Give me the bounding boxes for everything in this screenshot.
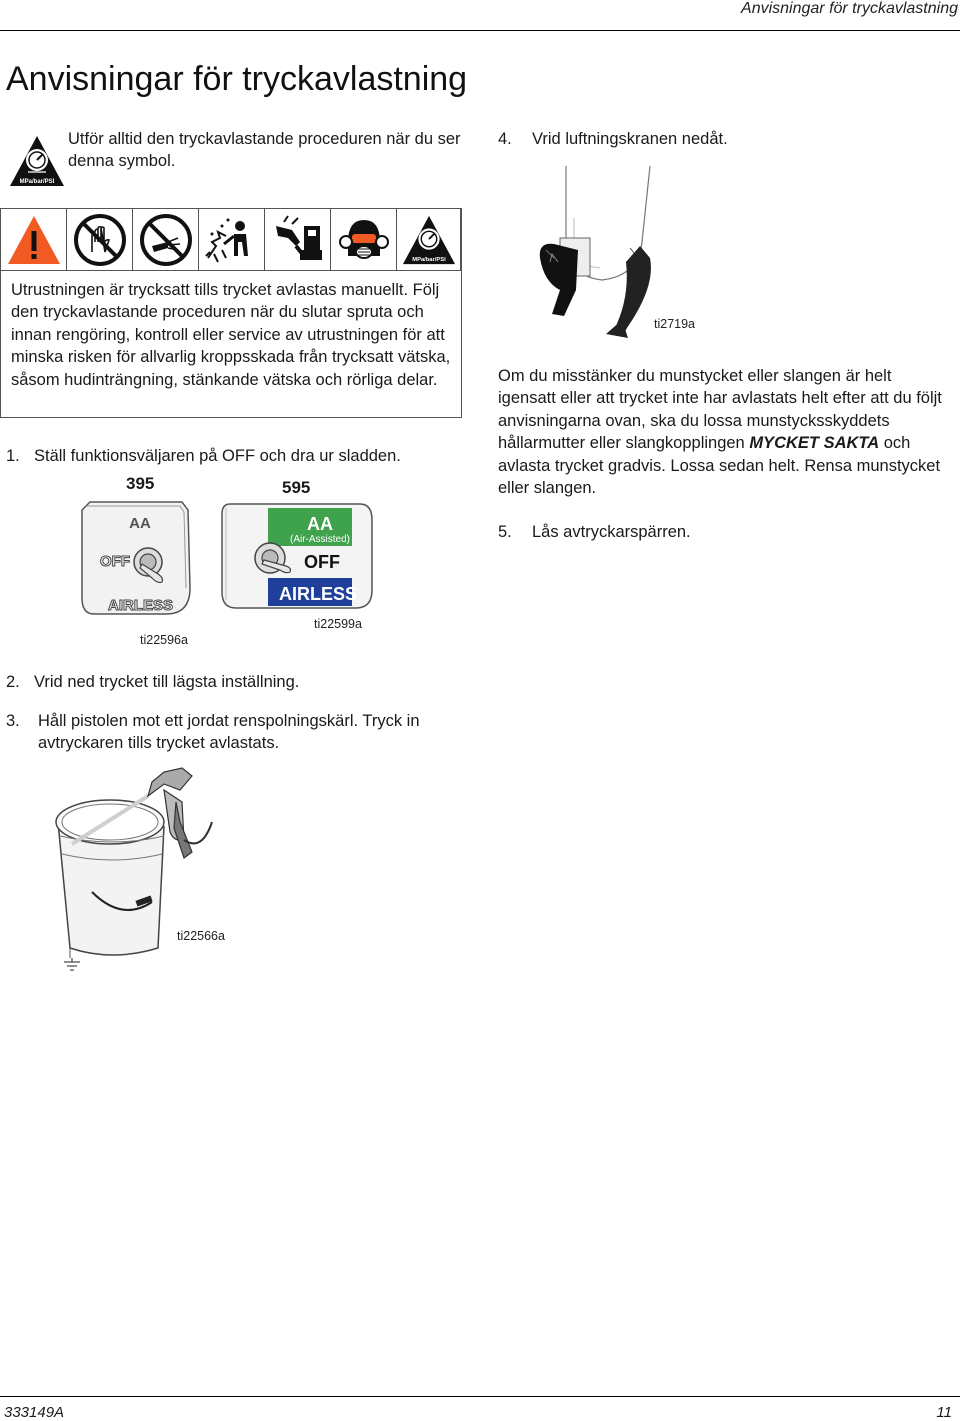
step-text: Ställ funktionsväljaren på OFF och dra ur sladden. bbox=[34, 447, 401, 465]
switch-airless-label: AIRLESS bbox=[108, 597, 174, 614]
step-number: 2. bbox=[6, 673, 20, 691]
drain-valve-drawing bbox=[530, 158, 670, 338]
intro-text: Utför alltid den tryckavlastande proceduren när du ser denna symbol. bbox=[68, 130, 461, 171]
switch-off-label: OFF bbox=[304, 552, 340, 572]
figure-label: ti2719a bbox=[654, 317, 696, 331]
switch-595-figure bbox=[220, 500, 376, 612]
step-text: Vrid luftningskranen nedåt. bbox=[532, 130, 728, 148]
no-hand-icon bbox=[72, 212, 128, 268]
symbol-label: MPa/bar/PSI bbox=[19, 179, 55, 185]
no-hand-spray-icon bbox=[138, 212, 194, 268]
switch-595-drawing bbox=[220, 500, 376, 612]
step-text: Håll pistolen mot ett jordat renspolningskärl. Tryck in avtryckaren tills trycket avlastats. bbox=[38, 712, 420, 753]
step-number: 5. bbox=[498, 523, 512, 541]
step-2 bbox=[6, 671, 466, 693]
step-5 bbox=[498, 521, 938, 543]
warning-symbol-cell bbox=[397, 209, 461, 271]
protective-equipment-icon bbox=[336, 212, 392, 268]
step-1 bbox=[6, 445, 466, 467]
page-number: 11 bbox=[936, 1404, 952, 1421]
step-3 bbox=[6, 710, 476, 755]
warning-symbol-cell bbox=[199, 209, 265, 271]
step-text: Vrid ned trycket till lägsta inställning. bbox=[34, 673, 300, 691]
step-number: 1. bbox=[6, 447, 20, 465]
figure-label: ti22599a bbox=[314, 617, 362, 631]
drain-valve-figure bbox=[530, 158, 670, 338]
warning-symbol-cell bbox=[331, 209, 397, 271]
figure-label: ti22596a bbox=[140, 633, 188, 647]
step-number: 4. bbox=[498, 130, 512, 148]
header-rule bbox=[0, 30, 960, 31]
model-595-label: 595 bbox=[282, 478, 311, 497]
switch-395-drawing bbox=[78, 498, 194, 624]
switch-395-figure bbox=[78, 498, 194, 624]
warning-box bbox=[0, 208, 462, 418]
symbol-label: MPa/bar/PSI bbox=[411, 256, 446, 263]
warning-triangle-icon bbox=[6, 212, 62, 268]
warning-symbol-cell bbox=[265, 209, 331, 271]
warning-symbol-row bbox=[1, 209, 461, 271]
note-text: Om du misstänker du munstycket eller slangen är helt igensatt eller att trycket inte har avlastats helt efter att du följt anvisningarna ovan, ska du lossa munstycksskyddets hållarmutter eller slangkopplingen bbox=[498, 367, 942, 453]
step-4 bbox=[498, 128, 938, 150]
switch-aa-label: AA bbox=[307, 514, 333, 534]
switch-airless-label: AIRLESS bbox=[278, 584, 358, 604]
moving-parts-icon bbox=[270, 212, 326, 268]
warning-symbol-cell bbox=[1, 209, 67, 271]
switch-off-label: OFF bbox=[100, 553, 130, 570]
pressure-relief-symbol bbox=[8, 134, 66, 188]
page-title: Anvisningar för tryckavlastning bbox=[6, 60, 468, 98]
note-text: och avlasta trycket gradvis. Lossa sedan helt. Rensa munstycket eller slangen. bbox=[498, 434, 941, 498]
clogged-tip-note bbox=[498, 365, 948, 499]
warning-symbol-cell bbox=[67, 209, 133, 271]
document-number: 333149A bbox=[4, 1404, 65, 1421]
warning-text: Utrustningen är trycksatt tills trycket avlastas manuellt. Följ den tryckavlastande proceduren när du slutar spruta och innan rengöring, kontroll eller service av utrustningen för att minska risken för allvarlig kroppsskada från trycksatt vätska, såsom hudinträngning, stänkande vätska och rörliga delar. bbox=[11, 281, 451, 389]
switch-aa-label: AA bbox=[129, 515, 151, 532]
switch-aa-sub-label: (Air-Assisted) bbox=[289, 534, 351, 545]
splash-hazard-icon bbox=[204, 212, 260, 268]
model-395-label: 395 bbox=[126, 474, 155, 493]
step-text: Lås avtryckarspärren. bbox=[532, 523, 691, 541]
footer-rule bbox=[0, 1396, 960, 1397]
note-emphasis: MYCKET SAKTA bbox=[749, 434, 880, 453]
step-number: 3. bbox=[6, 712, 20, 730]
figure-label: ti22566a bbox=[177, 929, 225, 943]
pressure-relief-icon bbox=[8, 134, 66, 188]
pressure-relief-icon bbox=[401, 212, 457, 268]
running-header: Anvisningar för tryckavlastning bbox=[741, 0, 958, 17]
warning-symbol-cell bbox=[133, 209, 199, 271]
